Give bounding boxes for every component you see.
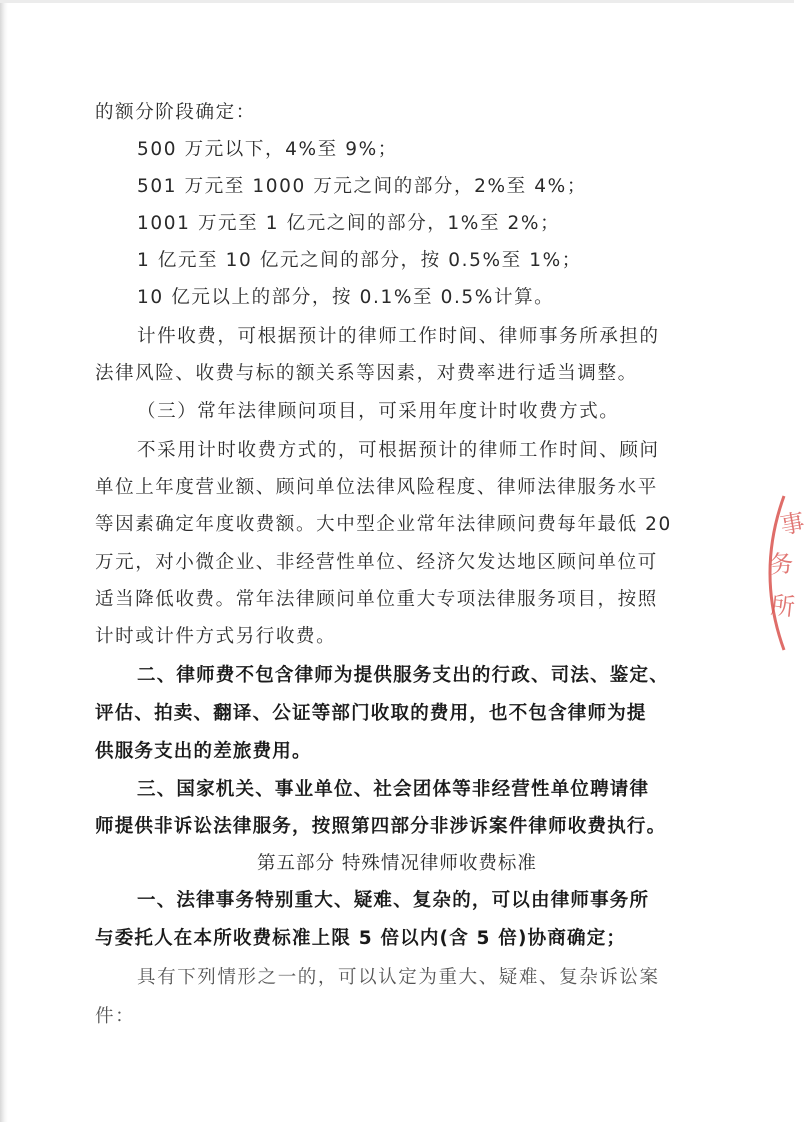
part-five-title: 第五部分 特殊情况律师收费标准 bbox=[257, 853, 537, 874]
clause-two: 二、律师费不包含律师为提供服务支出的行政、司法、鉴定、 bbox=[137, 665, 669, 686]
fee-tier-1: 500 万元以下，4%至 9%； bbox=[137, 139, 398, 160]
seal-char: 务 bbox=[768, 549, 795, 579]
fee-tier-3: 1001 万元至 1 亿元之间的部分，1%至 2%； bbox=[137, 213, 561, 234]
scan-shadow-top bbox=[0, 0, 794, 3]
scan-shadow-left bbox=[0, 0, 8, 1122]
text-line: 等因素确定年度收费额。大中型企业常年法律顾问费每年最低 20 bbox=[95, 514, 672, 535]
text-line: 件： bbox=[95, 1006, 136, 1027]
text-line: 供服务支出的差旅费用。 bbox=[95, 741, 312, 762]
red-seal-stamp bbox=[738, 488, 808, 658]
clause-three: 三、国家机关、事业单位、社会团体等非经营性单位聘请律 bbox=[137, 779, 650, 800]
text-line: 不采用计时收费方式的，可根据预计的律师工作时间、顾问 bbox=[137, 440, 660, 461]
fee-tier-4: 1 亿元至 10 亿元之间的部分，按 0.5%至 1%； bbox=[137, 250, 582, 271]
text-line: 适当降低收费。常年法律顾问单位重大专项法律服务项目，按照 bbox=[95, 589, 658, 610]
fee-tier-5: 10 亿元以上的部分，按 0.1%至 0.5%计算。 bbox=[137, 287, 555, 308]
seal-char: 所 bbox=[769, 591, 797, 622]
text-line: 师提供非诉讼法律服务，按照第四部分非涉诉案件律师收费执行。 bbox=[95, 816, 667, 837]
text-line: 计件收费，可根据预计的律师工作时间、律师事务所承担的 bbox=[137, 326, 660, 347]
text-line: 具有下列情形之一的，可以认定为重大、疑难、复杂诉讼案 bbox=[137, 967, 660, 988]
text-line: 的额分阶段确定： bbox=[95, 102, 256, 123]
text-line: 评估、拍卖、翻译、公证等部门收取的费用，也不包含律师为提 bbox=[95, 703, 647, 724]
text-line: 万元，对小微企业、非经营性单位、经济欠发达地区顾问单位可 bbox=[95, 552, 658, 573]
text-line: 与委托人在本所收费标准上限 5 倍以内(含 5 倍)协商确定； bbox=[95, 928, 627, 949]
text-line: 法律风险、收费与标的额关系等因素，对费率进行适当调整。 bbox=[95, 363, 638, 384]
clause-one: 一、法律事务特别重大、疑难、复杂的，可以由律师事务所 bbox=[137, 890, 650, 911]
text-line: 单位上年度营业额、顾问单位法律风险程度、律师法律服务水平 bbox=[95, 477, 658, 498]
fee-tier-2: 501 万元至 1000 万元之间的部分，2%至 4%； bbox=[137, 176, 587, 197]
seal-char: 事 bbox=[778, 508, 807, 540]
section-heading: （三）常年法律顾问项目，可采用年度计时收费方式。 bbox=[137, 401, 620, 422]
text-line: 计时或计件方式另行收费。 bbox=[95, 626, 337, 647]
